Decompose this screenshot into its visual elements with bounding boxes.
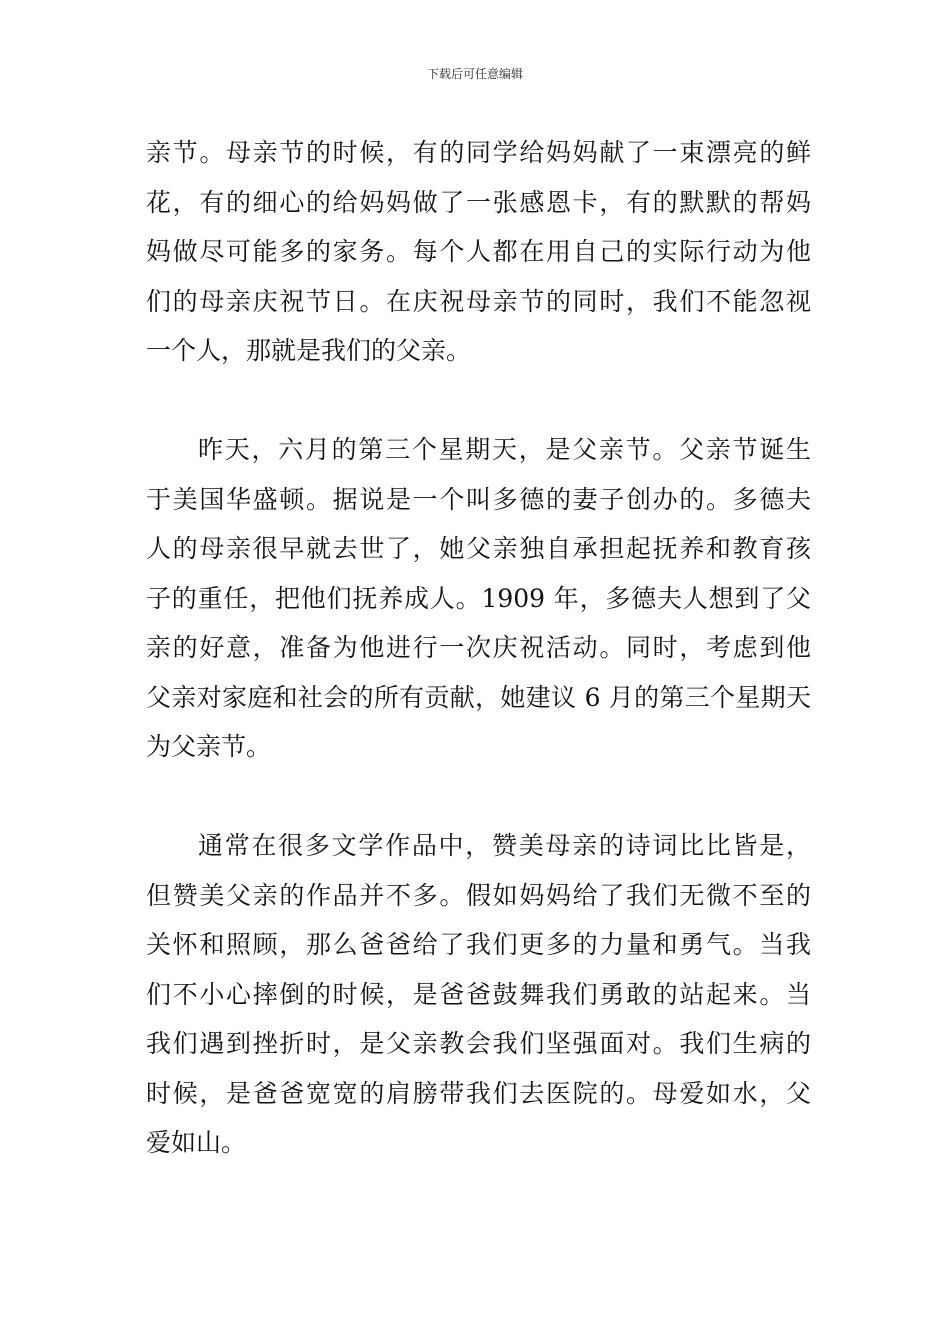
text-line: 昨天，六月的第三个星期天，是父亲节。父亲节诞生 xyxy=(198,435,811,464)
text-line: 们的母亲庆祝节日。在庆祝母亲节的同时，我们不能忽视 xyxy=(146,286,811,316)
text-line: 们不小心摔倒的时候，是爸爸鼓舞我们勇敢的站起来。当 xyxy=(146,979,811,1009)
page-header: 下载后可任意编辑 xyxy=(426,67,523,81)
text-line: 亲的好意，准备为他进行一次庆祝活动。同时，考虑到他 xyxy=(146,633,811,662)
text-line: 但赞美父亲的作品并不多。假如妈妈给了我们无微不至的 xyxy=(146,880,811,910)
paragraph xyxy=(146,128,811,376)
text-line: 一个人，那就是我们的父亲。 xyxy=(146,336,472,365)
text-line: 妈做尽可能多的家务。每个人都在用自己的实际行动为他 xyxy=(146,237,811,266)
text-line: 关怀和照顾，那么爸爸给了我们更多的力量和勇气。当我 xyxy=(146,930,811,959)
text-line: 亲节。母亲节的时候，有的同学给妈妈献了一束漂亮的鲜 xyxy=(146,138,811,167)
paragraph-gap xyxy=(146,376,811,426)
paragraph-gap xyxy=(146,772,811,822)
paragraph xyxy=(146,821,811,1168)
text-line: 人的母亲很早就去世了，她父亲独自承担起抚养和教育孩 xyxy=(146,534,811,563)
text-line: 时候，是爸爸宽宽的肩膀带我们去医院的。母爱如水，父 xyxy=(146,1078,811,1108)
text-line: 于美国华盛顿。据说是一个叫多德的妻子创办的。多德夫 xyxy=(146,484,811,514)
text-line: 父亲对家庭和社会的所有贡献，她建议 6 月的第三个星期天 xyxy=(146,682,811,712)
paragraph xyxy=(146,425,811,772)
text-line: 花，有的细心的给妈妈做了一张感恩卡，有的默默的帮妈 xyxy=(146,187,811,217)
text-line: 我们遇到挫折时，是父亲教会我们坚强面对。我们生病的 xyxy=(146,1029,811,1058)
text-line: 通常在很多文学作品中，赞美母亲的诗词比比皆是， xyxy=(198,831,811,860)
document-body xyxy=(146,128,811,1168)
text-line: 子的重任，把他们抚养成人。1909 年，多德夫人想到了父 xyxy=(146,583,811,613)
text-line: 爱如山。 xyxy=(146,1128,247,1157)
text-line: 为父亲节。 xyxy=(146,732,272,761)
